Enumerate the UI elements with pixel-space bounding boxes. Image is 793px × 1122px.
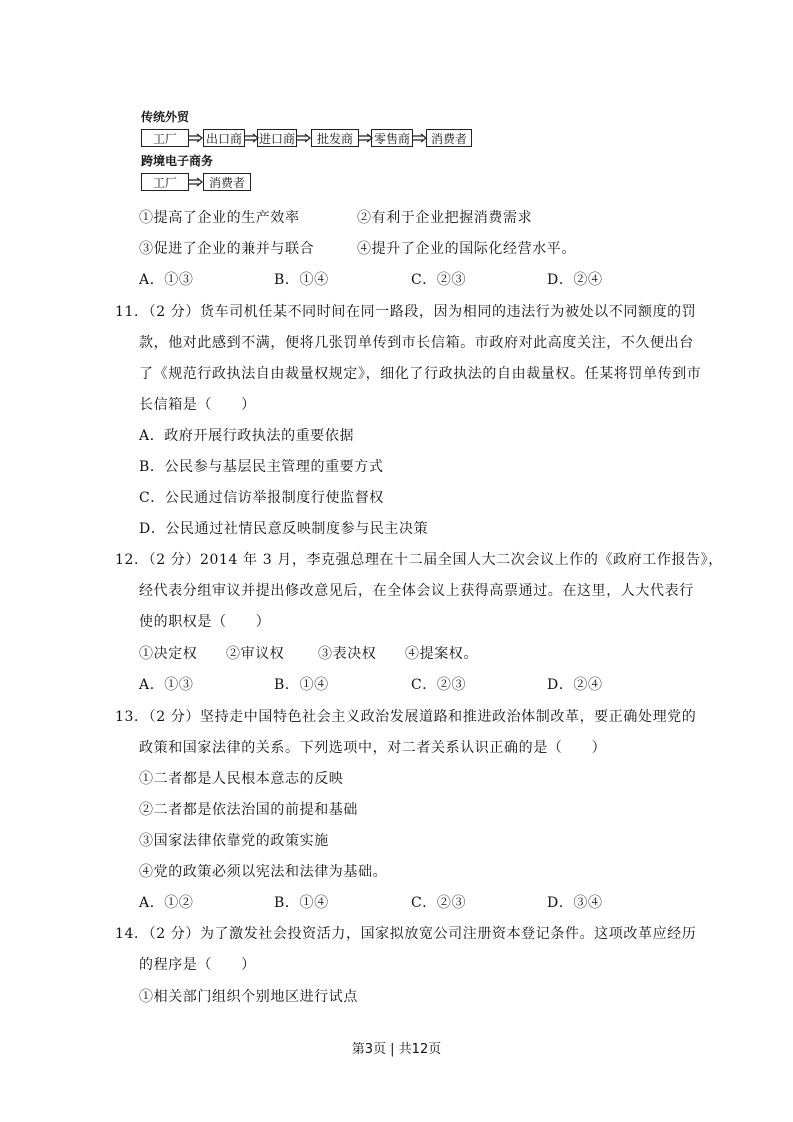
- q10-choice-c: C．②③: [411, 272, 467, 288]
- chain-box-consumer: 消费者: [426, 129, 472, 147]
- q12-stem-line: 经代表分组审议并提出修改意见后，在全体会议上获得高票通过。在这里，人大代表行: [139, 583, 694, 599]
- q10-option-4: ④提升了企业的国际化经营水平。: [357, 241, 576, 257]
- q11-stem-line: 11．（2 分）货车司机任某不同时间在同一路段，因为相同的违法行为被处以不同额度的罚: [115, 304, 697, 320]
- q10-choice-d: D．②④: [547, 272, 603, 288]
- q10-option-3: ③促进了企业的兼并与联合: [139, 241, 315, 257]
- chain-box-importer: 进口商: [257, 129, 297, 147]
- q10-option-2: ②有利于企业把握消费需求: [357, 210, 533, 226]
- q12-choice-b: B．①④: [274, 677, 329, 693]
- q14-stem-line: 14．（2 分）为了激发社会投资活力，国家拟放宽公司注册资本登记条件。这项改革应经历: [115, 926, 697, 942]
- q13-option-2: ②二者都是依法治国的前提和基础: [139, 802, 358, 818]
- q11-choice-d: D．公民通过社情民意反映制度参与民主决策: [139, 521, 429, 537]
- q12-option-2: ②审议权: [226, 646, 285, 662]
- chain-box-factory: 工厂: [141, 173, 189, 191]
- chain-box-wholesaler: 批发商: [311, 129, 359, 147]
- q12-choice-a: A．①③: [139, 677, 194, 693]
- page-footer: 第3页 | 共12页: [351, 1042, 442, 1057]
- q11-choice-b: B．公民参与基层民主管理的重要方式: [139, 459, 384, 475]
- q11-stem-line: 长信箱是（ ）: [139, 397, 256, 413]
- chain-box-consumer: 消费者: [203, 173, 251, 191]
- q12-choice-c: C．②③: [411, 677, 467, 693]
- q13-stem-line: 13．（2 分）坚持走中国特色社会主义政治发展道路和推进政治体制改革，要正确处理党的: [115, 709, 697, 725]
- double-arrow-icon: [413, 133, 427, 143]
- q10-option-1: ①提高了企业的生产效率: [139, 210, 300, 226]
- q11-stem-line: 款，他对此感到不满，便将几张罚单传到市长信箱。市政府对此高度关注，不久便出台: [139, 335, 694, 351]
- q10-choice-a: A．①③: [139, 272, 194, 288]
- q12-stem-line: 使的职权是（ ）: [139, 614, 271, 630]
- q11-stem-line: 了《规范行政执法自由裁量权规定》，细化了行政执法的自由裁量权。任某将罚单传到市: [139, 366, 702, 382]
- q13-choice-d: D．③④: [547, 895, 603, 911]
- q13-choice-b: B．①④: [274, 895, 329, 911]
- double-arrow-icon: [189, 177, 203, 187]
- q10-choice-b: B．①④: [274, 272, 329, 288]
- chain-box-exporter: 出口商: [203, 129, 245, 147]
- q12-option-4: ④提案权。: [405, 646, 478, 662]
- q12-stem-line: 12．（2 分）2014 年 3 月，李克强总理在十二届全国人大二次会议上作的《政府工作报告》，: [115, 552, 723, 568]
- q14-stem-line: 的程序是（ ）: [139, 957, 256, 973]
- q13-stem-line: 政策和国家法律的关系。下列选项中，对二者关系认识正确的是（ ）: [139, 740, 607, 756]
- double-arrow-icon: [189, 133, 203, 143]
- double-arrow-icon: [297, 133, 311, 143]
- q13-option-1: ①二者都是人民根本意志的反映: [139, 771, 344, 787]
- q12-choice-d: D．②④: [547, 677, 603, 693]
- q14-option-1: ①相关部门组织个别地区进行试点: [139, 989, 358, 1005]
- chain-box-factory: 工厂: [141, 129, 189, 147]
- traditional-trade-label: 传统外贸: [141, 110, 190, 124]
- q13-choice-c: C．②③: [411, 895, 467, 911]
- q11-choice-c: C．公民通过信访举报制度行使监督权: [139, 490, 384, 506]
- chain-box-retailer: 零售商: [371, 129, 413, 147]
- q11-choice-a: A．政府开展行政执法的重要依据: [139, 428, 355, 444]
- q12-option-1: ①决定权: [139, 646, 198, 662]
- crossborder-ecommerce-label: 跨境电子商务: [141, 154, 214, 168]
- q12-option-3: ③表决权: [318, 646, 377, 662]
- q13-option-3: ③国家法律依靠党的政策实施: [139, 833, 329, 849]
- q13-choice-a: A．①②: [139, 895, 194, 911]
- q13-option-4: ④党的政策必须以宪法和法律为基础。: [139, 864, 388, 880]
